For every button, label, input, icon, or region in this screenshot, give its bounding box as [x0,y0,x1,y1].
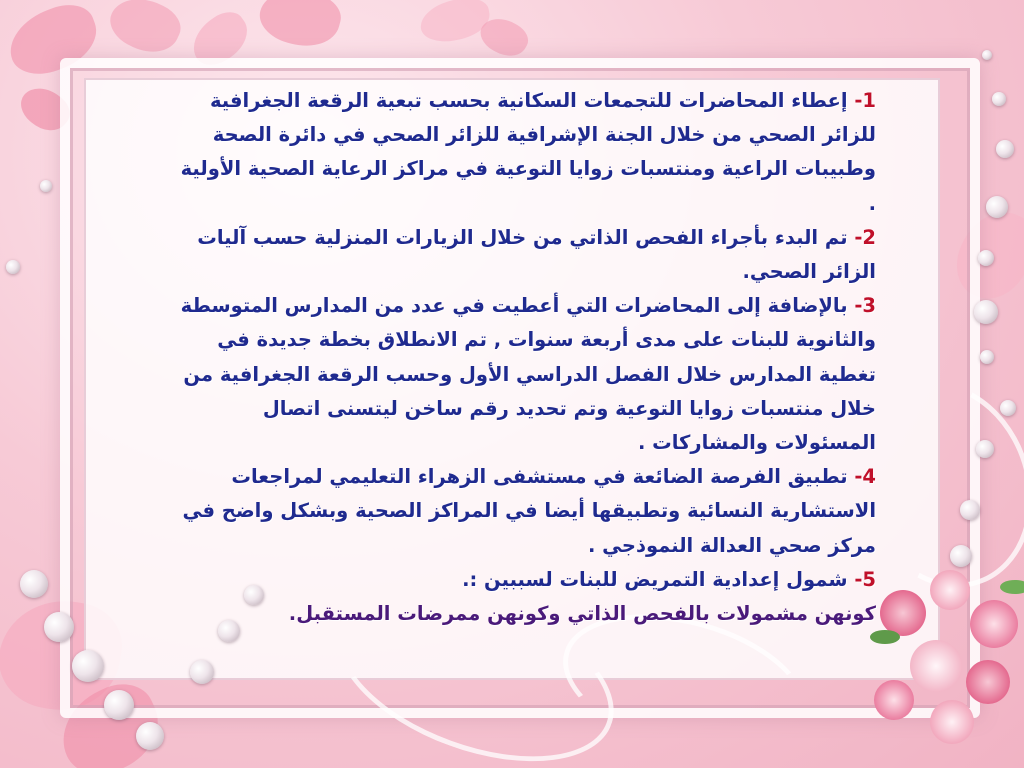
pearl [72,650,104,682]
item-text: تطبيق الفرصة الضائعة في مستشفى الزهراء التعليمي لمراجعات الاستشارية النسائية وتطبيقها أيضا في المراكز الصحية وبشكل واضح في مركز صحي العدالة النموذجي . [182,465,876,557]
rose-flower [970,600,1018,648]
item-text: بالإضافة إلى المحاضرات التي أعطيت في عدد من المدارس المتوسطة والثانوية للبنات على مدى أربعة سنوات , تم الانطلاق بخطة جديدة في تغطية المدارس خلال الفصل الدراسي الأول وحسب الرقعة الجغرافية من خلال منتسبات زوايا التوعية وتم تحديد رقم ساخن ليتسنى اتصال المسئولات والمشاركات . [180,294,876,455]
rose-flower [910,640,962,692]
content-text [170,84,876,631]
rose-petal [103,0,188,62]
pearl [980,350,994,364]
item-text: تم البدء بأجراء الفحص الذاتي من خلال الزيارات المنزلية حسب آليات الزائر الصحي. [197,225,876,284]
pearl [190,660,214,684]
pearl [20,570,48,598]
pearl [104,690,134,720]
pearl [40,180,52,192]
pearl [136,722,164,750]
pearl [44,612,74,642]
pearl [960,500,980,520]
item-text: إعطاء المحاضرات للتجمعات السكانية بحسب تبعية الرقعة الجغرافية للزائر الصحي من خلال الجنة الإشرافية للزائر الصحي في دائرة الصحة وطبيبات الراعية ومنتسبات زوايا التوعية في مراكز الرعاية الصحية الأولية . [180,89,876,215]
rose-flower [930,700,974,744]
pearl [986,196,1008,218]
list-item [170,289,876,460]
flower-bouquet [870,560,1024,768]
pearl [996,140,1014,158]
pearl [978,250,994,266]
item-number: 2- [854,225,876,249]
list-item [170,460,876,563]
item-number: 1- [854,89,876,112]
pearl [974,300,998,324]
rose-flower [966,660,1010,704]
leaf [870,630,900,644]
closing-line: كونهن مشمولات بالفحص الذاتي وكونهن ممرضات المستقبل. [288,602,876,626]
pearl [976,440,994,458]
item-number: 4- [854,465,876,489]
item-text: شمول إعدادية التمريض للبنات لسببين :. [462,567,848,591]
leaf [1000,580,1024,594]
rose-petal [254,0,346,54]
list-item [170,563,876,597]
list-item [170,221,876,289]
list-item [170,84,876,221]
pearl [982,50,992,60]
pearl [992,92,1006,106]
pearl [1000,400,1016,416]
pearl [6,260,20,274]
item-number: 5- [854,567,876,591]
item-number: 3- [854,294,876,318]
rose-flower [874,680,914,720]
rose-flower [930,570,970,610]
